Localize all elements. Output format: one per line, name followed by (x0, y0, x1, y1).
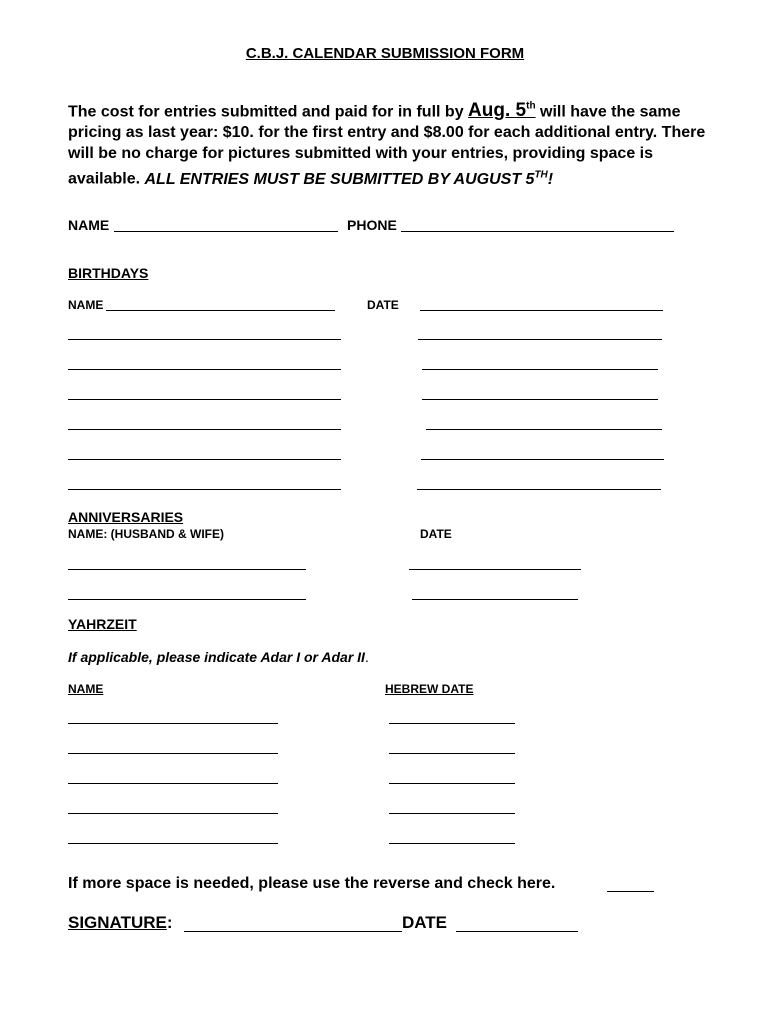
yahrzeit-note: If applicable, please indicate Adar I or Adar II. (68, 649, 369, 665)
yahrzeit-name-field-3[interactable] (68, 783, 278, 784)
birthday-date-field-5[interactable] (426, 429, 662, 430)
birthdays-name-label: NAME (68, 298, 104, 312)
yahrzeit-name-field-4[interactable] (68, 813, 278, 814)
birthday-name-field-2[interactable] (68, 339, 341, 340)
birthdays-date-label: DATE (367, 298, 399, 312)
signature-label-wrap: SIGNATURE: (68, 913, 173, 932)
birthday-date-field-7[interactable] (417, 489, 661, 490)
contact-phone-label: PHONE (347, 217, 397, 233)
intro-emphasis: ALL ENTRIES MUST BE SUBMITTED BY AUGUST 5TH! (144, 169, 554, 188)
yahrzeit-name-field-1[interactable] (68, 723, 278, 724)
yahrzeit-date-field-5[interactable] (389, 843, 515, 844)
contact-name-label: NAME (68, 217, 110, 233)
intro-part2: will have the same pricing as last year: $10. for the first entry and $8.00 for each additional entry. There will be no charge for pictures submitted with your entries, providing space is available. (68, 103, 706, 188)
yahrzeit-date-field-4[interactable] (389, 813, 515, 814)
birthday-name-field-3[interactable] (68, 369, 341, 370)
more-space-note: If more space is needed, please use the reverse and check here. (68, 875, 556, 892)
contact-phone-field[interactable] (401, 231, 674, 232)
yahrzeit-date-field-2[interactable] (389, 753, 515, 754)
anniversary-date-field-1[interactable] (409, 569, 581, 570)
birthday-date-field-6[interactable] (421, 459, 664, 460)
birthday-name-field-7[interactable] (68, 489, 341, 490)
birthdays-heading: BIRTHDAYS (68, 265, 149, 281)
birthday-name-field-4[interactable] (68, 399, 341, 400)
anniversaries-name-label: NAME: (HUSBAND & WIFE) (68, 527, 224, 541)
yahrzeit-heading: YAHRZEIT (68, 616, 137, 632)
anniversary-name-field-1[interactable] (68, 569, 306, 570)
yahrzeit-name-label: NAME (68, 682, 104, 696)
form-title: C.B.J. CALENDAR SUBMISSION FORM (245, 45, 525, 62)
yahrzeit-date-field-3[interactable] (389, 783, 515, 784)
yahrzeit-name-field-5[interactable] (68, 843, 278, 844)
signature-field[interactable] (184, 931, 402, 932)
anniversaries-heading: ANNIVERSARIES (68, 509, 184, 525)
birthday-date-field-1[interactable] (420, 310, 663, 311)
birthday-name-field-1[interactable] (106, 310, 335, 311)
signature-date-field[interactable] (456, 931, 578, 932)
yahrzeit-date-field-1[interactable] (389, 723, 515, 724)
birthday-name-field-5[interactable] (68, 429, 341, 430)
intro-deadline: Aug. 5th (468, 100, 536, 122)
birthday-name-field-6[interactable] (68, 459, 341, 460)
contact-name-field[interactable] (114, 231, 338, 232)
signature-label: SIGNATURE (68, 913, 167, 932)
intro-paragraph (68, 96, 708, 190)
birthday-date-field-4[interactable] (422, 399, 658, 400)
yahrzeit-date-label: HEBREW DATE (385, 682, 474, 696)
anniversary-date-field-2[interactable] (412, 599, 578, 600)
birthday-date-field-2[interactable] (418, 339, 662, 340)
anniversaries-date-label: DATE (420, 527, 452, 541)
signature-date-label: DATE (402, 913, 448, 932)
birthday-date-field-3[interactable] (422, 369, 658, 370)
yahrzeit-name-field-2[interactable] (68, 753, 278, 754)
intro-part1: The cost for entries submitted and paid for in full by (68, 103, 464, 121)
anniversary-name-field-2[interactable] (68, 599, 306, 600)
more-space-checkbox-field[interactable] (607, 891, 654, 892)
